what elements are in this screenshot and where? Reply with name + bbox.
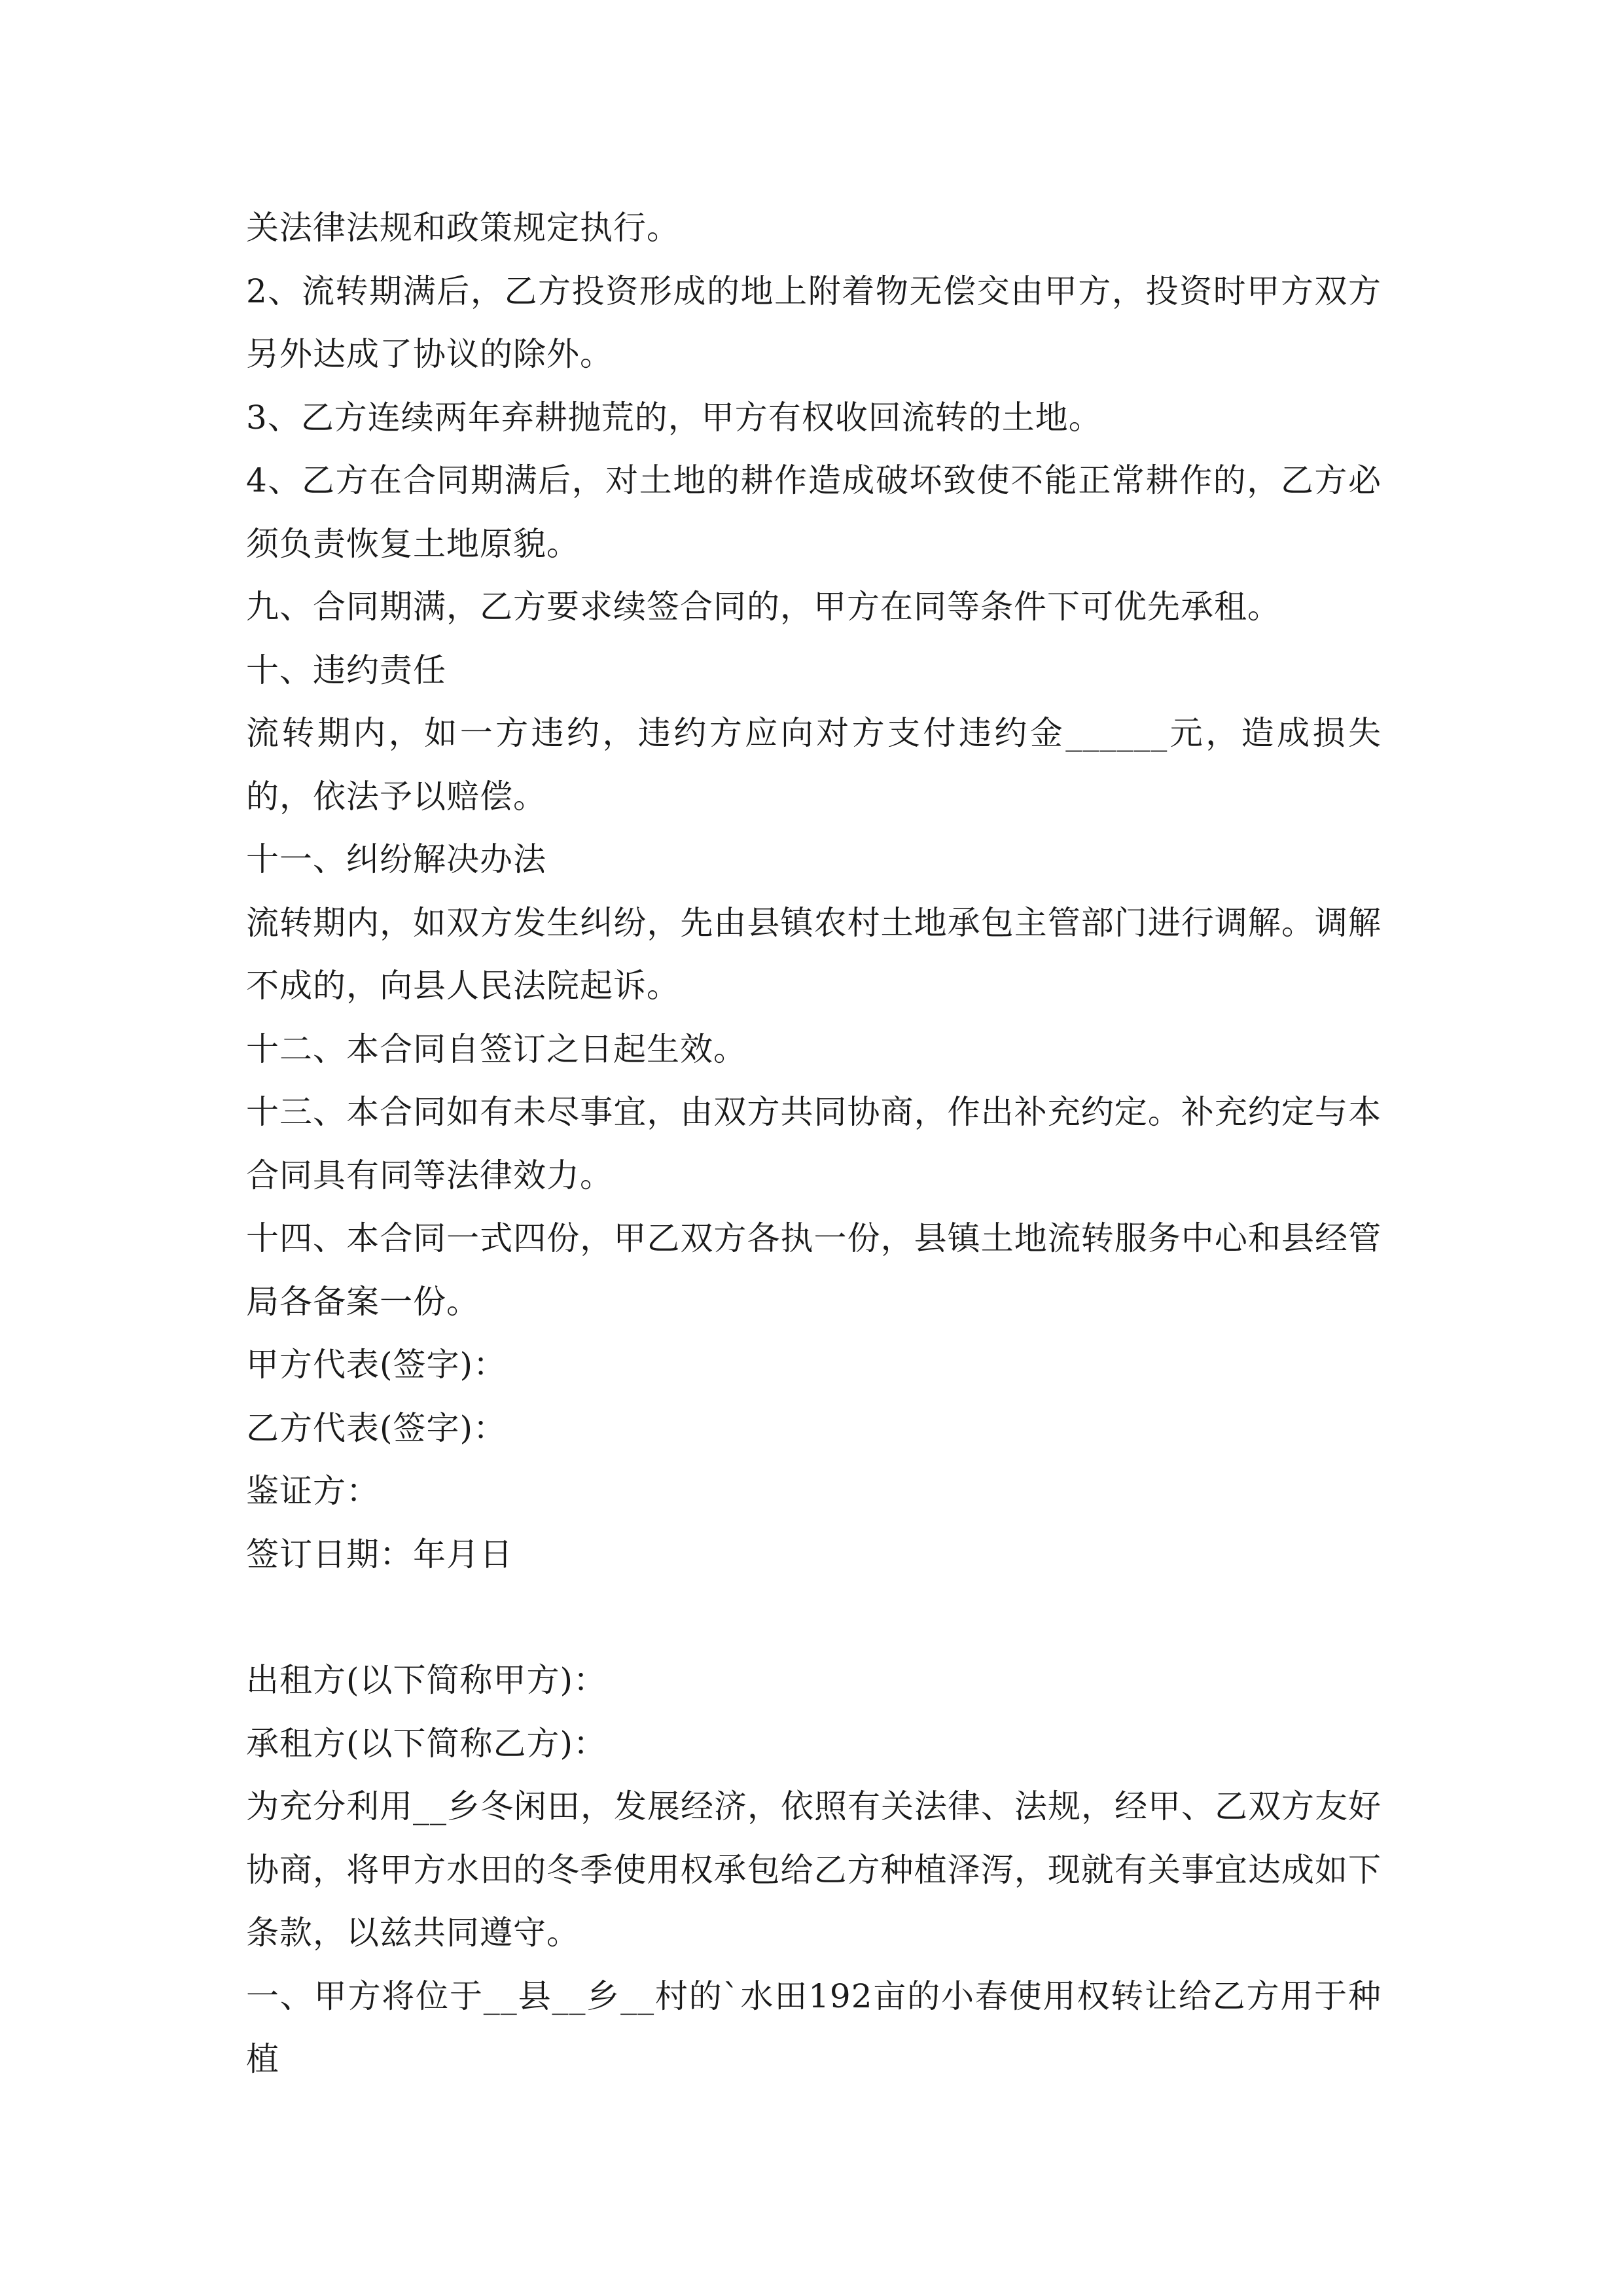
paragraph: 4、乙方在合同期满后，对土地的耕作造成破坏致使不能正常耕作的，乙方必须负责恢复土地原貌。 [246, 461, 1382, 563]
paragraph: 十三、本合同如有未尽事宜，由双方共同协商，作出补充约定。补充约定与本合同具有同等法律效力。 [246, 1093, 1382, 1194]
paragraph: 九、合同期满，乙方要求续签合同的，甲方在同等条件下可优先承租。 [246, 588, 1281, 626]
lessor-line: 出租方(以下简称甲方)： [246, 1661, 607, 1699]
paragraph: 流转期内，如一方违约，违约方应向对方支付违约金______元，造成损失的，依法予以赔偿。 [246, 714, 1382, 816]
lessee-line: 承租方(以下简称乙方)： [246, 1724, 607, 1763]
section-heading: 十一、纠纷解决办法 [246, 840, 546, 878]
paragraph: 一、甲方将位于__县__乡__村的`水田192亩的小春使用权转让给乙方用于种植 [246, 1977, 1382, 2078]
document-body [246, 196, 1382, 2091]
signature-line-party-b: 乙方代表(签字)： [246, 1408, 507, 1447]
paragraph: 十四、本合同一式四份，甲乙双方各执一份，县镇土地流转服务中心和县经管局各备案一份。 [246, 1219, 1382, 1321]
paragraph: 为充分利用__乡冬闲田，发展经济，依照有关法律、法规，经甲、乙双方友好协商，将甲方水田的冬季使用权承包给乙方种植泽泻，现就有关事宜达成如下条款，以兹共同遵守。 [246, 1787, 1382, 1952]
paragraph: 2、流转期满后，乙方投资形成的地上附着物无偿交由甲方，投资时甲方双方另外达成了协议的除外。 [246, 272, 1382, 373]
signature-line-party-a: 甲方代表(签字)： [246, 1346, 507, 1384]
paragraph: 十二、本合同自签订之日起生效。 [246, 1030, 747, 1068]
section-heading: 十、违约责任 [246, 651, 446, 689]
paragraph: 流转期内，如双方发生纠纷，先由县镇农村土地承包主管部门进行调解。调解不成的，向县人民法院起诉。 [246, 903, 1382, 1005]
signing-date-line: 签订日期：年月日 [246, 1535, 513, 1573]
paragraph: 关法律法规和政策规定执行。 [246, 209, 680, 247]
paragraph: 3、乙方连续两年弃耕抛荒的，甲方有权收回流转的土地。 [246, 398, 1102, 437]
signature-line-witness: 鉴证方： [246, 1472, 380, 1510]
section-spacer [246, 1586, 1382, 1649]
